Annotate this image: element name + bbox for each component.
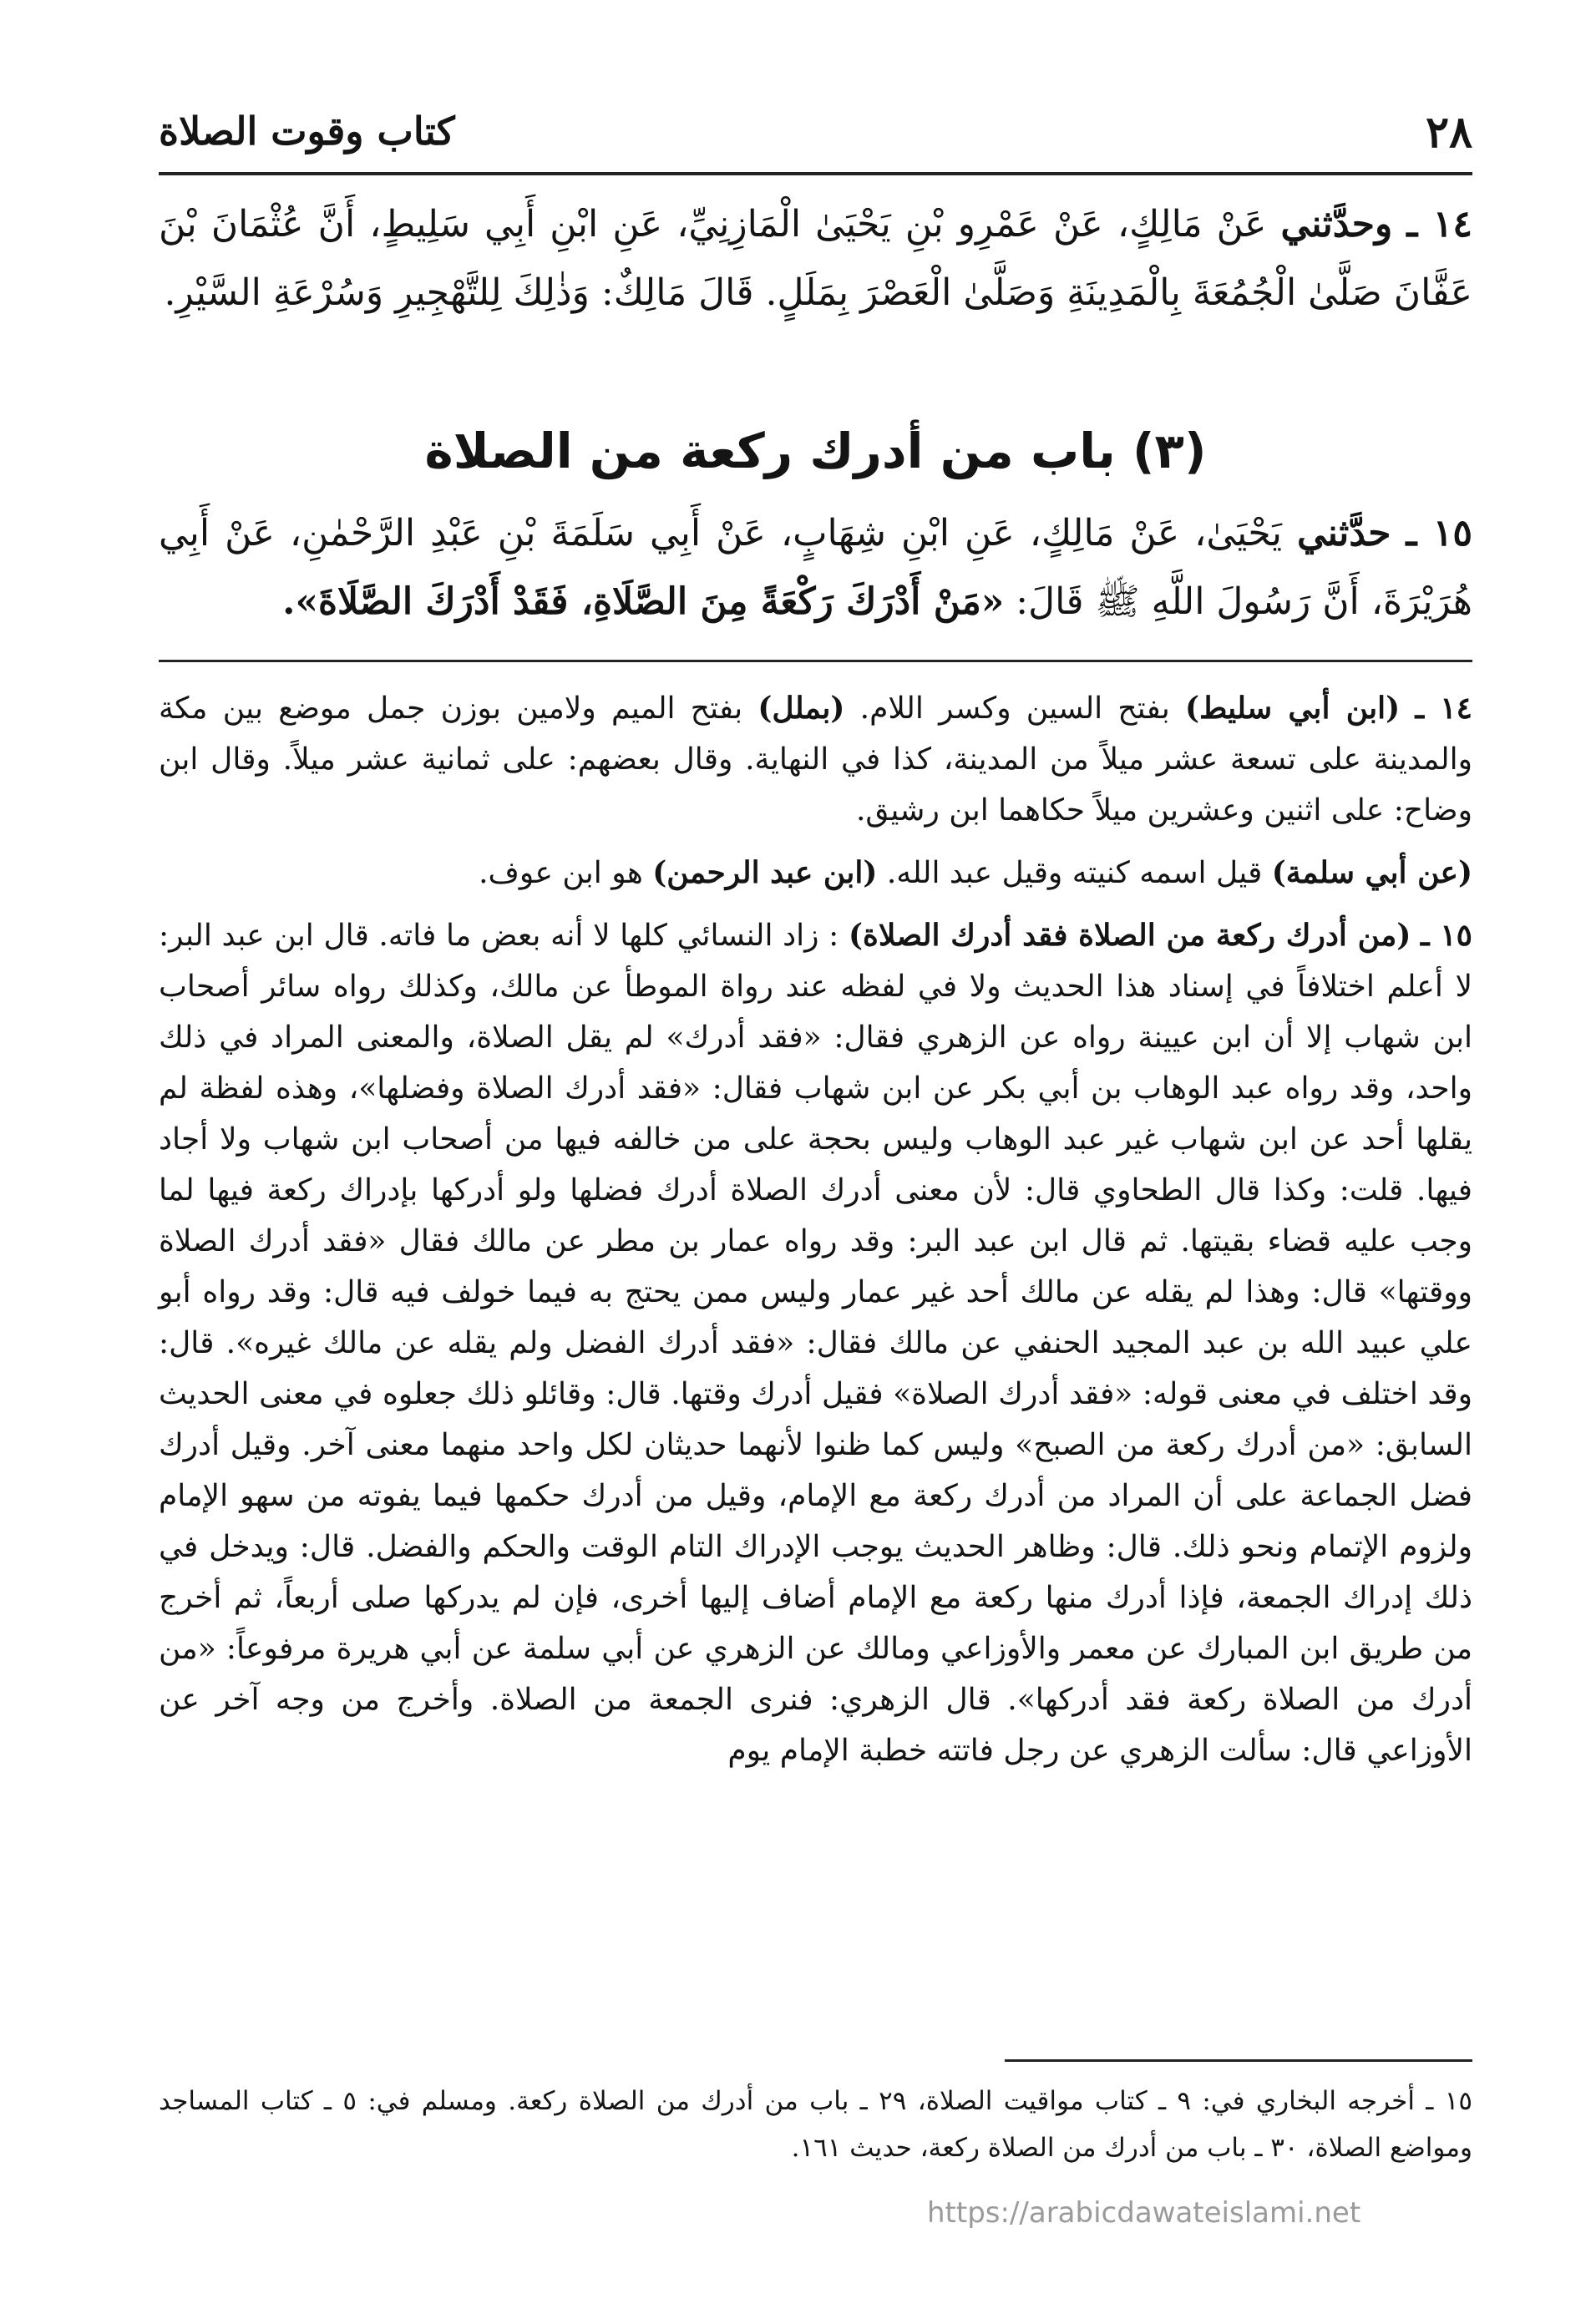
narrator-intro: وحدَّثني [1280, 203, 1393, 246]
commentary-number: ١٤ ـ [1415, 691, 1472, 726]
lemma: (من أدرك ركعة من الصلاة فقد أدرك الصلاة) [848, 918, 1411, 953]
chapter-title: (٣) باب من أدرك ركعة من الصلاة [424, 423, 1207, 479]
lemma: (ابن عبد الرحمن) [652, 855, 878, 890]
hadith-14 [159, 190, 1472, 327]
commentary [159, 683, 1472, 1776]
hadith-15 [159, 499, 1472, 636]
commentary-15 [159, 910, 1472, 1776]
commentary-text: بفتح السين وكسر اللام. [859, 691, 1170, 726]
commentary-14 [159, 683, 1472, 836]
hadith-matn: «مَنْ أَدْرَكَ رَكْعَةً مِنَ الصَّلَاةِ، فَقَدْ أَدْرَكَ الصَّلَاةَ». [282, 580, 1005, 623]
commentary-text: قيل اسمه كنيته وقيل عبد الله. [886, 856, 1263, 890]
footnote: ١٥ ـ أخرجه البخاري في: ٩ ـ كتاب مواقيت الصلاة، ٢٩ ـ باب من أدرك من الصلاة ركعة. ومسلم في: ٥ ـ كتاب المساجد ومواضع الصلاة، ٣٠ ـ باب من أدرك من الصلاة ركعة، حديث ١٦١. [159, 2086, 1473, 2163]
watermark-url: https://arabicdawateislami.net [927, 2196, 1361, 2230]
commentary-14b [159, 848, 1472, 899]
lemma: (عن أبي سلمة) [1271, 855, 1472, 890]
commentary-text: : زاد النسائي كلها لا أنه بعض ما فاته. قال ابن عبد البر: لا أعلم اختلافاً في إسناد هذا الحديث ولا في لفظه عند رواة الموطأ عن مالك، وكذلك رواه سائر أصحاب ابن شهاب إلا أن ابن عيينة رواه عن الزهري فقال: «فقد أدرك» لم يقل الصلاة، والمعنى المراد في ذلك واحد، وقد رواه عبد الوهاب بن أبي بكر عن ابن شهاب فقال: «فقد أدرك الصلاة وفضلها»، وهذه لفظة لم يقلها أحد عن ابن شهاب غير عبد الوهاب وليس بحجة على من خالفه فيها من أصحاب ابن شهاب ولا أجاد فيها. قلت: وكذا قال الطحاوي قال: لأن معنى أدرك الصلاة أدرك فضلها ولو أدركها بإدراك ركعة فيها لما وجب عليه قضاء بقيتها. ثم قال ابن عبد البر: وقد رواه عمار بن مطر عن مالك فقال «فقد أدرك الصلاة ووقتها» قال: وهذا لم يقله عن مالك أحد غير عمار وليس ممن يحتج به فيما خولف فيه قال: وقد رواه أبو علي عبيد الله بن عبد المجيد الحنفي عن مالك فقال: «فقد أدرك الفضل ولم يقله عن مالك غيره». قال: وقد اختلف في معنى قوله: «فقد أدرك الصلاة» فقيل أدرك وقتها. قال: وقائلو ذلك جعلوه في معنى الحديث السابق: «من أدرك ركعة من الصبح» وليس كما ظنوا لأنهما حديثان لكل واحد منهما معنى آخر. وقيل أدرك فضل الجماعة على أن المراد من أدرك ركعة مع الإمام، وقيل من أدرك حكمها فيما يفوته من سهو الإمام ولزوم الإتمام ونحو ذلك. قال: وظاهر الحديث يوجب الإدراك التام الوقت والحكم والفضل. قال: ويدخل في ذلك إدراك الجمعة، فإذا أدرك منها ركعة مع الإمام أضاف إليها أخرى، فإن لم يدركها صلى أربعاً، ثم أخرج من طريق ابن المبارك عن معمر والأوزاعي ومالك عن الزهري عن أبي سلمة عن أبي هريرة مرفوعاً: «من أدرك من الصلاة ركعة فقد أدركها». قال الزهري: فنرى الجمعة من الصلاة. وأخرج من وجه آخر عن الأوزاعي قال: سألت الزهري عن رجل فاتته خطبة الإمام يوم [159, 919, 1473, 1768]
header-rule [159, 172, 1472, 175]
commentary-text: بفتح الميم ولامين بوزن جمل موضع بين مكة والمدينة على تسعة عشر ميلاً من المدينة، كذا في النهاية. وقال بعضهم: على ثمانية عشر ميلاً. وقال ابن وضاح: على اثنين وعشرين ميلاً حكاهما ابن رشيق. [159, 691, 1472, 828]
hadith-text: عَنْ مَالِكٍ، عَنْ عَمْرِو بْنِ يَحْيَىٰ الْمَازِنِيِّ، عَنِ ابْنِ أَبِي سَلِيطٍ، أَنَّ عُثْمَانَ بْنَ عَفَّانَ صَلَّىٰ الْجُمُعَةَ بِالْمَدِينَةِ وَصَلَّىٰ الْعَصْرَ بِمَلَلٍ. قَالَ مَالِكٌ: وَذٰلِكَ لِلتَّهْجِيرِ وَسُرْعَةِ السَّيْرِ. [159, 203, 1472, 314]
hadith-number: ١٤ ـ [1406, 203, 1472, 246]
hadith-number: ١٥ ـ [1406, 512, 1473, 554]
footnote-rule [1005, 2059, 1472, 2062]
section-divider [159, 660, 1472, 662]
narrator-intro: حدَّثني [1297, 512, 1391, 554]
commentary-number: ١٥ ـ [1421, 918, 1472, 953]
book-title: كتاب وقوت الصلاة [159, 109, 455, 154]
running-header [159, 107, 1472, 165]
commentary-text: هو ابن عوف. [479, 856, 643, 890]
lemma: (بملل) [757, 691, 845, 726]
lemma: (ابن أبي سليط) [1184, 691, 1401, 726]
hadith-text: يَحْيَىٰ، عَنْ مَالِكٍ، عَنِ ابْنِ شِهَابٍ، عَنْ أَبِي سَلَمَةَ بْنِ عَبْدِ الرَّحْمٰنِ، عَنْ أَبِي هُرَيْرَةَ، أَنَّ رَسُولَ اللَّهِ ﷺ قَالَ: [159, 512, 1472, 623]
page-number: ٢٨ [1426, 107, 1472, 158]
